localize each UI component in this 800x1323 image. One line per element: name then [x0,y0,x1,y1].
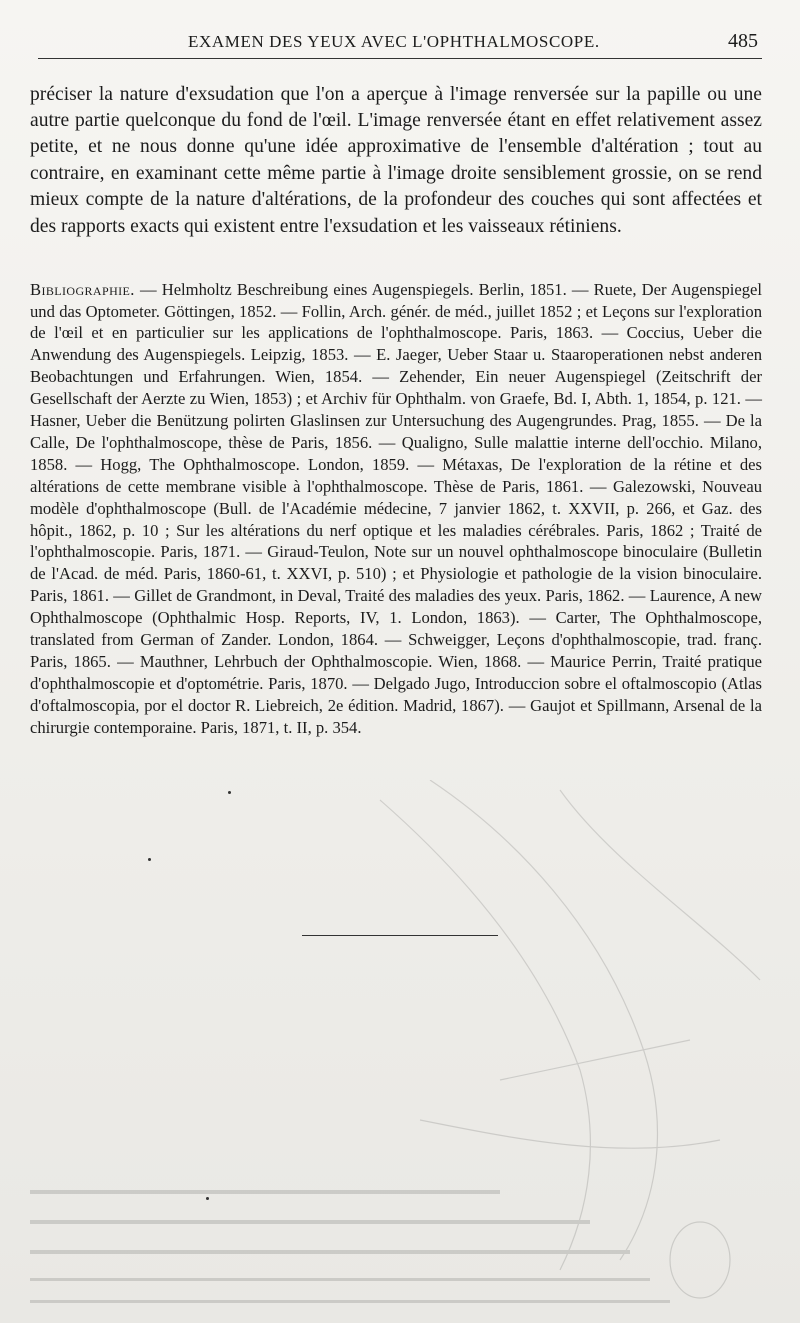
print-speck [228,791,231,794]
page-number: 485 [728,30,758,52]
page-header [38,30,762,59]
print-speck [148,858,151,861]
bibliography-lead: Bibliographie. [30,279,135,299]
bibliography-paragraph [30,279,762,739]
show-through-illustration [0,780,800,1323]
body-paragraph: préciser la nature d'exsudation que l'on a aperçue à l'image renversée sur la papille ou une autre partie quelconque du fond de l'œil. L'image renversée étant en effet relativement assez petite, et ne nous donne qu'une idée approximative de l'ensemble d'altération ; tout au contraire, en examinant cette même partie à l'image droite sensiblement grossie, on se rend mieux compte de la nature d'altérations, de la profondeur des couches qui sont affectées et des rapports exacts qui existent entre l'exsudation et les vaisseaux rétiniens. [30,83,762,237]
bibliography-text: — Helmholtz Beschreibung eines Augenspiegels. Berlin, 1851. — Ruete, Der Augenspiegel und das Optometer. Göttingen, 1852. — Follin, Arch. génér. de méd., juillet 1852 ; et Leçons sur l'exploration de l'œil et en particulier sur les applications de l'ophthalmoscope. Paris, 1863. — Coccius, Ueber die Anwendung des Augenspiegels. Leipzig, 1853. — E. Jaeger, Ueber Staar u. Staaroperationen nebst anderen Beobachtungen und Erfahrungen. Wien, 1854. — Zehender, Ein neuer Augenspiegel (Zeitschrift der Gesellschaft der Aerzte zu Wien, 1853) ; et Archiv für Ophthalm. von Graefe, Bd. I, Abth. 1, 1854, p. 121. — Hasner, Ueber die Benützung polirten Glaslinsen zur Untersuchung des Augengrundes. Prag, 1855. — De la Calle, De l'ophthalmoscope, thèse de Paris, 1856. — Qualigno, Sulle malattie interne dell'occhio. Milano, 1858. — Hogg, The Ophthalmoscope. London, 1859. — Métaxas, De l'exploration de la rétine et des altérations de cette membrane visible à l'ophthalmoscope. Thèse de Paris, 1861. — Galezowski, Nouveau modèle d'ophthalmoscope (Bull. de l'Académie médecine, 7 janvier 1862, t. XXVII, p. 266, et Gaz. des hôpit., 1862, p. 10 ; Sur les altérations du nerf optique et les maladies cérébrales. Paris, 1862 ; Traité de l'ophthalmoscopie. Paris, 1871. — Giraud-Teulon, Note sur un nouvel ophthalmoscope binoculaire (Bulletin de l'Acad. de méd. Paris, 1860-61, t. XXVI, p. 510) ; et Physiologie et pathologie de la vision binoculaire. Paris, 1861. — Gillet de Grandmont, in Deval, Traité des maladies des yeux. Paris, 1862. — Laurence, A new Ophthalmoscope (Ophthalmic Hosp. Reports, IV, 1. London, 1863). — Carter, The Ophthalmoscope, translated from German of Zander. London, 1864. — Schweigger, Leçons d'ophthalmoscopie, trad. franç. Paris, 1865. — Mauthner, Lehrbuch der Ophthalmoscopie. Wien, 1868. — Maurice Perrin, Traité pratique d'ophthalmoscopie et d'optométrie. Paris, 1870. — Delgado Jugo, Introduccion sobre el oftalmoscopio (Atlas d'oftalmoscopia, por el doctor R. Liebreich, 2e édition. Madrid, 1867). — Gaujot et Spillmann, Arsenal de la chirurgie contemporaine. Paris, 1871, t. II, p. 354. [30,279,762,737]
running-head: EXAMEN DES YEUX AVEC L'OPHTHALMOSCOPE. [188,32,600,51]
section-rule [302,935,498,936]
print-speck [206,1197,209,1200]
